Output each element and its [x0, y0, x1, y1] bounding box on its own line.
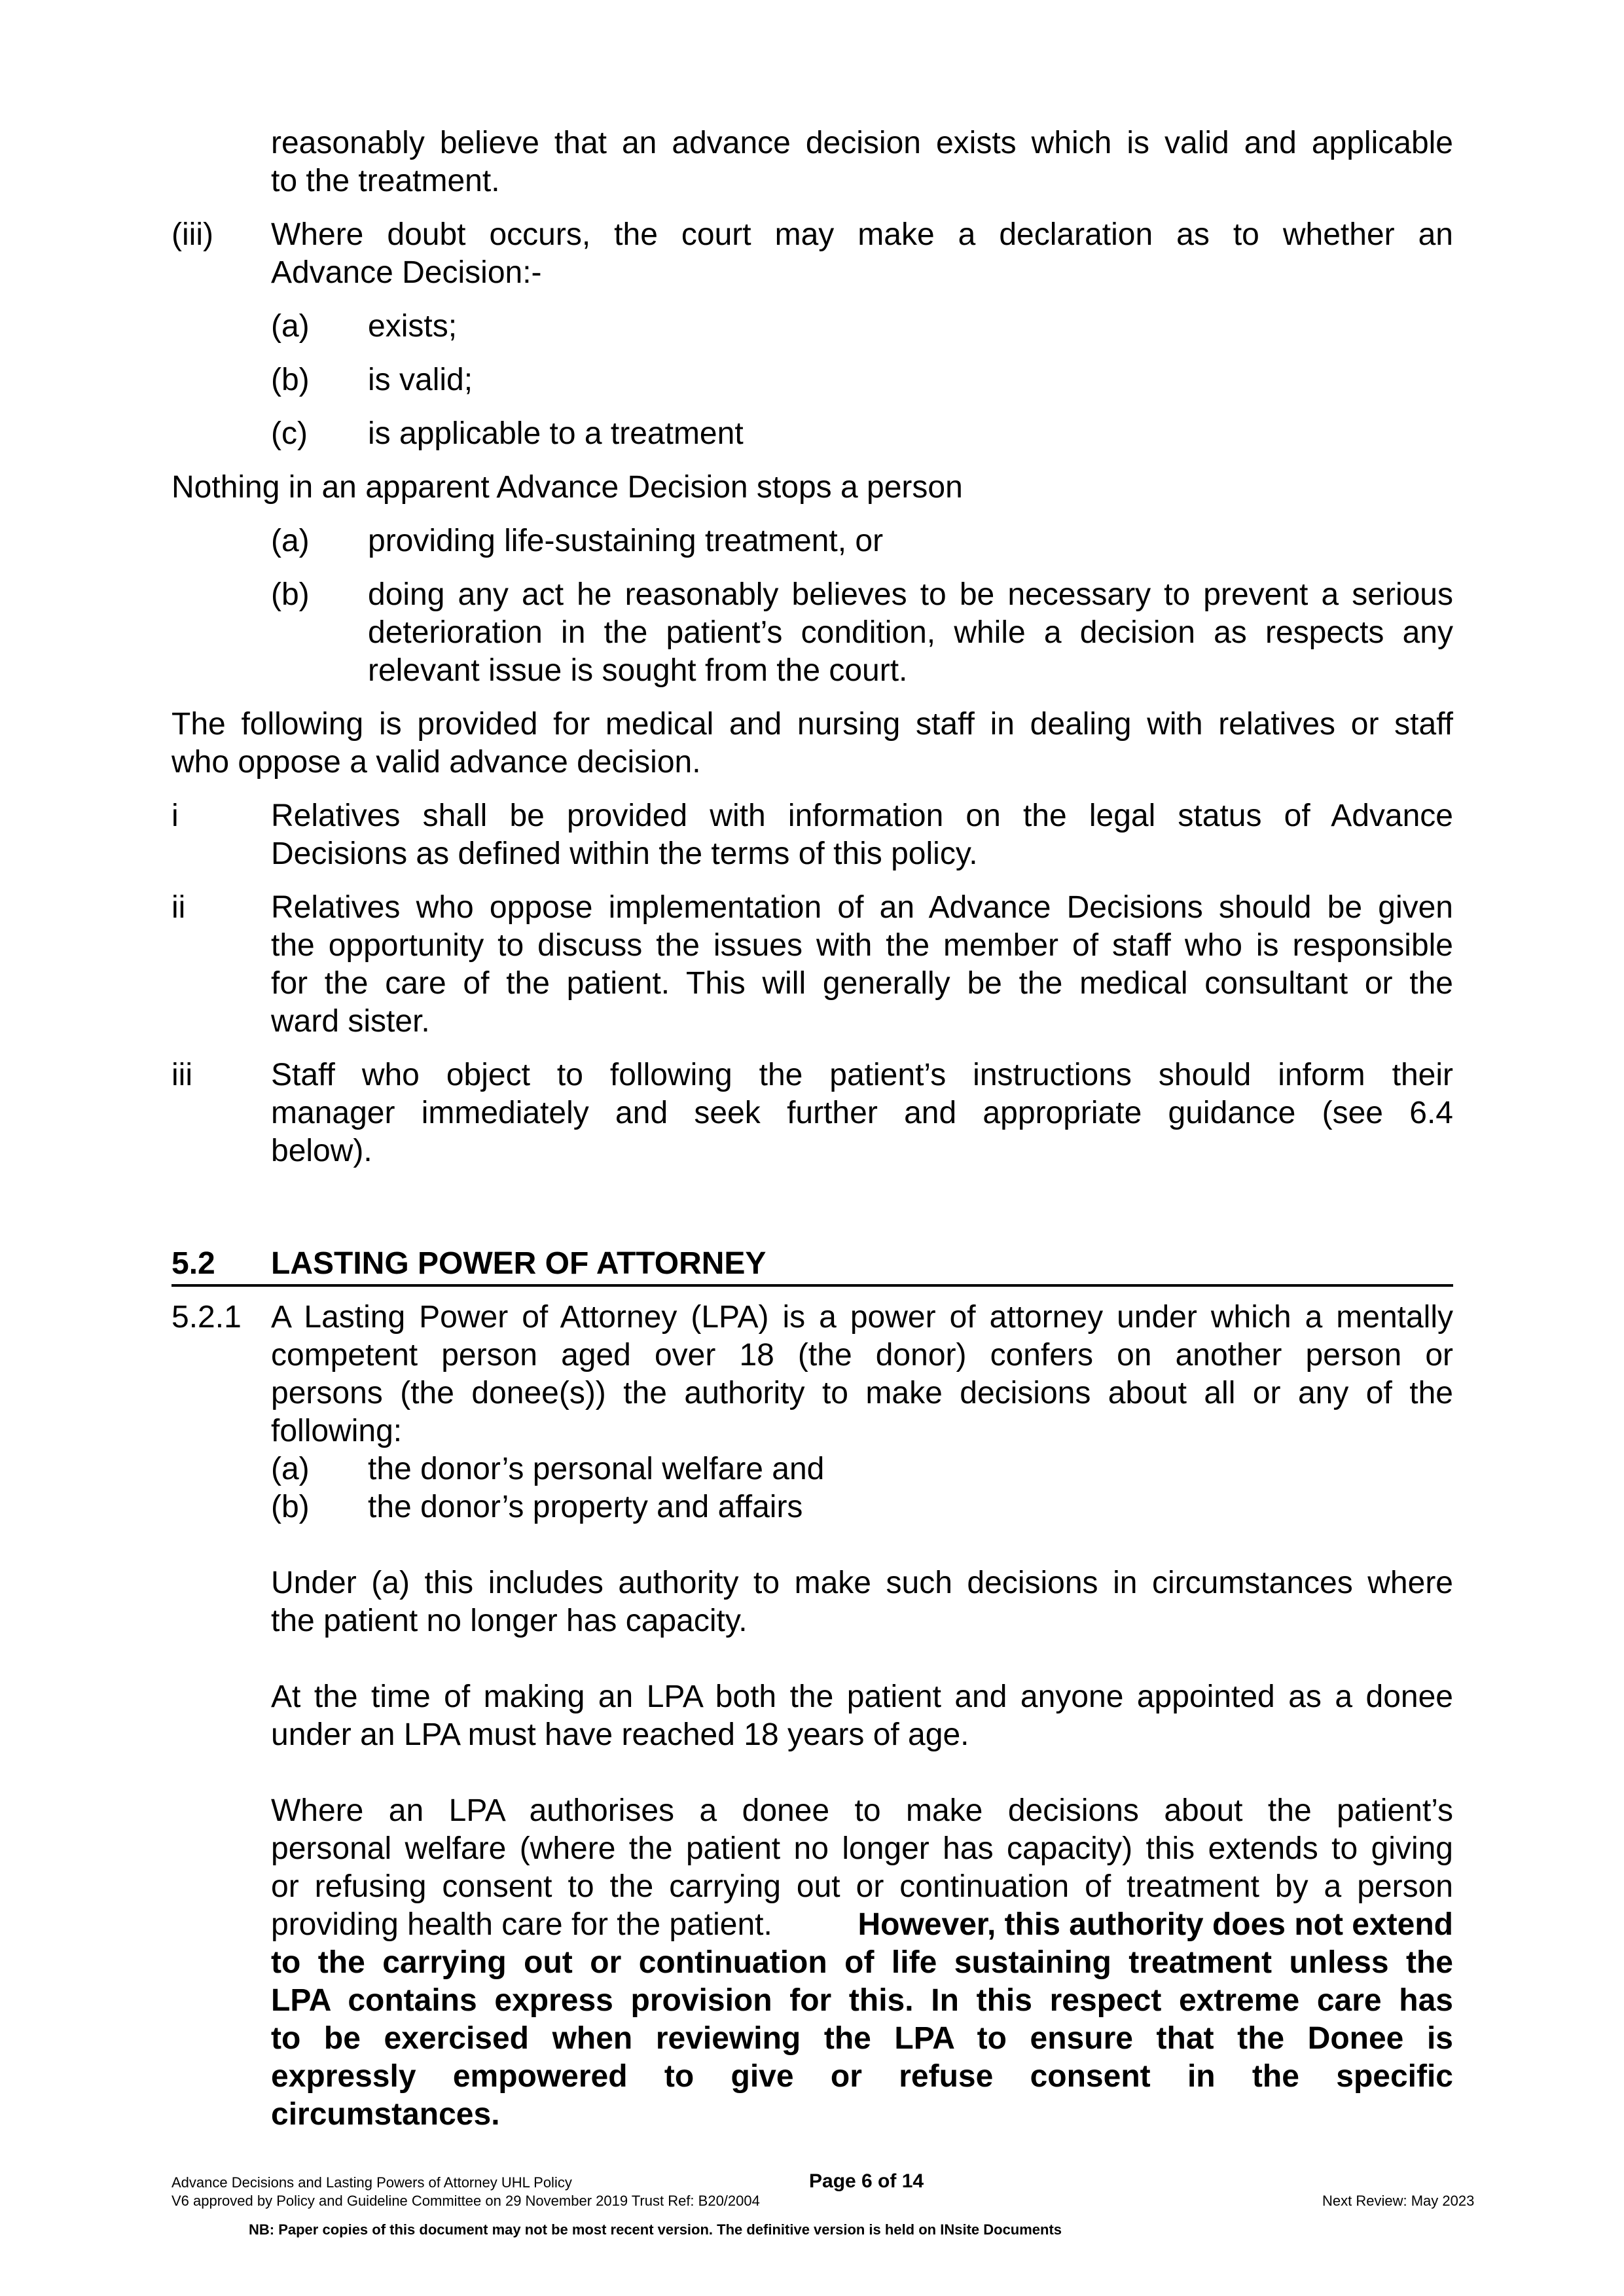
- relatives-i-label: i: [171, 798, 179, 833]
- lpa-p4-line-3: or refusing consent to the carrying out or continuation of treatment by a person: [271, 1869, 1453, 1904]
- lpa-p1-line-3: persons (the donee(s)) the authority to make decisions about all or any of the: [271, 1376, 1453, 1410]
- nothing-a-text: providing life-sustaining treatment, or: [368, 524, 884, 558]
- footer-approval: V6 approved by Policy and Guideline Committee on 29 November 2019 Trust Ref: B20/2004: [171, 2193, 760, 2209]
- lpa-p4-line-1: Where an LPA authorises a donee to make decisions about the patient’s: [271, 1793, 1453, 1828]
- lpa-p1-line-2: competent person aged over 18 (the donor) confers on another person or: [271, 1338, 1453, 1372]
- nothing-intro: Nothing in an apparent Advance Decision stops a person: [171, 470, 963, 505]
- sub-a-text: exists;: [368, 309, 458, 344]
- item-iii-label: (iii): [171, 217, 213, 252]
- nothing-a-label: (a): [271, 524, 310, 558]
- lpa-p4-line-4-normal: providing health care for the patient.: [271, 1907, 772, 1942]
- lpa-p4-bold-line-6: LPA contains express provision for this. In this respect extreme care has: [271, 1983, 1453, 2018]
- footer-doc-title: Advance Decisions and Lasting Powers of Attorney UHL Policy: [171, 2174, 572, 2191]
- lpa-p1-line-4: following:: [271, 1414, 403, 1448]
- sub-c-text: is applicable to a treatment: [368, 416, 744, 451]
- continued-line-1: reasonably believe that an advance decision exists which is valid and applicable: [271, 126, 1453, 160]
- relatives-ii-label: ii: [171, 890, 186, 925]
- lpa-b-text: the donor’s property and affairs: [368, 1490, 803, 1524]
- lpa-p4-line-2: personal welfare (where the patient no longer has capacity) this extends to giving: [271, 1831, 1453, 1866]
- sub-b-label: (b): [271, 363, 310, 397]
- relatives-iii-line-2: manager immediately and seek further and appropriate guidance (see 6.4: [271, 1096, 1453, 1130]
- nothing-b-label: (b): [271, 577, 310, 612]
- lpa-number: 5.2.1: [171, 1300, 242, 1335]
- sub-b-text: is valid;: [368, 363, 473, 397]
- lpa-p4-bold-line-5: to the carrying out or continuation of life sustaining treatment unless the: [271, 1945, 1453, 1980]
- footer-notice: NB: Paper copies of this document may not be most recent version. The definitive version is held on INsite Documents: [249, 2221, 1062, 2238]
- section-rule: [171, 1284, 1453, 1287]
- relatives-intro-line-2: who oppose a valid advance decision.: [171, 745, 701, 780]
- lpa-p4-bold-line-7: to be exercised when reviewing the LPA to ensure that the Donee is: [271, 2021, 1453, 2056]
- sub-a-label: (a): [271, 309, 310, 344]
- lpa-p4-line-4-bold: However, this authority does not extend: [857, 1907, 1453, 1942]
- lpa-a-label: (a): [271, 1452, 310, 1486]
- lpa-a-text: the donor’s personal welfare and: [368, 1452, 825, 1486]
- relatives-ii-line-2: the opportunity to discuss the issues with the member of staff who is responsible: [271, 928, 1453, 963]
- lpa-p2-line-2: the patient no longer has capacity.: [271, 1604, 748, 1638]
- relatives-iii-line-1: Staff who object to following the patient’s instructions should inform their: [271, 1058, 1453, 1092]
- relatives-i-line-2: Decisions as defined within the terms of this policy.: [271, 836, 978, 871]
- section-number: 5.2: [171, 1246, 215, 1281]
- section-title: LASTING POWER OF ATTORNEY: [271, 1246, 767, 1281]
- lpa-p4-bold-line-9: circumstances.: [271, 2097, 500, 2132]
- item-iii-line-2: Advance Decision:-: [271, 255, 542, 290]
- nothing-b-line-2: deterioration in the patient’s condition, while a decision as respects any: [368, 615, 1453, 650]
- relatives-iii-label: iii: [171, 1058, 192, 1092]
- lpa-p2-line-1: Under (a) this includes authority to make such decisions in circumstances where: [271, 1566, 1453, 1600]
- footer-next-review: Next Review: May 2023: [1322, 2193, 1475, 2209]
- relatives-ii-line-3: for the care of the patient. This will generally be the medical consultant or the: [271, 966, 1453, 1001]
- relatives-ii-line-1: Relatives who oppose implementation of an Advance Decisions should be given: [271, 890, 1453, 925]
- relatives-intro-line-1: The following is provided for medical and nursing staff in dealing with relatives or staff: [171, 707, 1453, 742]
- continued-line-2: to the treatment.: [271, 164, 500, 198]
- lpa-p3-line-2: under an LPA must have reached 18 years of age.: [271, 1717, 969, 1752]
- nothing-b-line-3: relevant issue is sought from the court.: [368, 653, 908, 688]
- lpa-b-label: (b): [271, 1490, 310, 1524]
- lpa-p4-line-4: [271, 1906, 1453, 1944]
- lpa-p4-bold-line-8: expressly empowered to give or refuse consent in the specific: [271, 2059, 1453, 2094]
- sub-c-label: (c): [271, 416, 308, 451]
- relatives-ii-line-4: ward sister.: [271, 1004, 430, 1039]
- item-iii-line-1: Where doubt occurs, the court may make a declaration as to whether an: [271, 217, 1453, 252]
- relatives-i-line-1: Relatives shall be provided with information on the legal status of Advance: [271, 798, 1453, 833]
- lpa-p3-line-1: At the time of making an LPA both the patient and anyone appointed as a donee: [271, 1679, 1453, 1714]
- relatives-iii-line-3: below).: [271, 1134, 372, 1168]
- lpa-p1-line-1: A Lasting Power of Attorney (LPA) is a power of attorney under which a mentally: [271, 1300, 1453, 1335]
- nothing-b-line-1: doing any act he reasonably believes to be necessary to prevent a serious: [368, 577, 1453, 612]
- footer-page-number: Page 6 of 14: [809, 2170, 924, 2192]
